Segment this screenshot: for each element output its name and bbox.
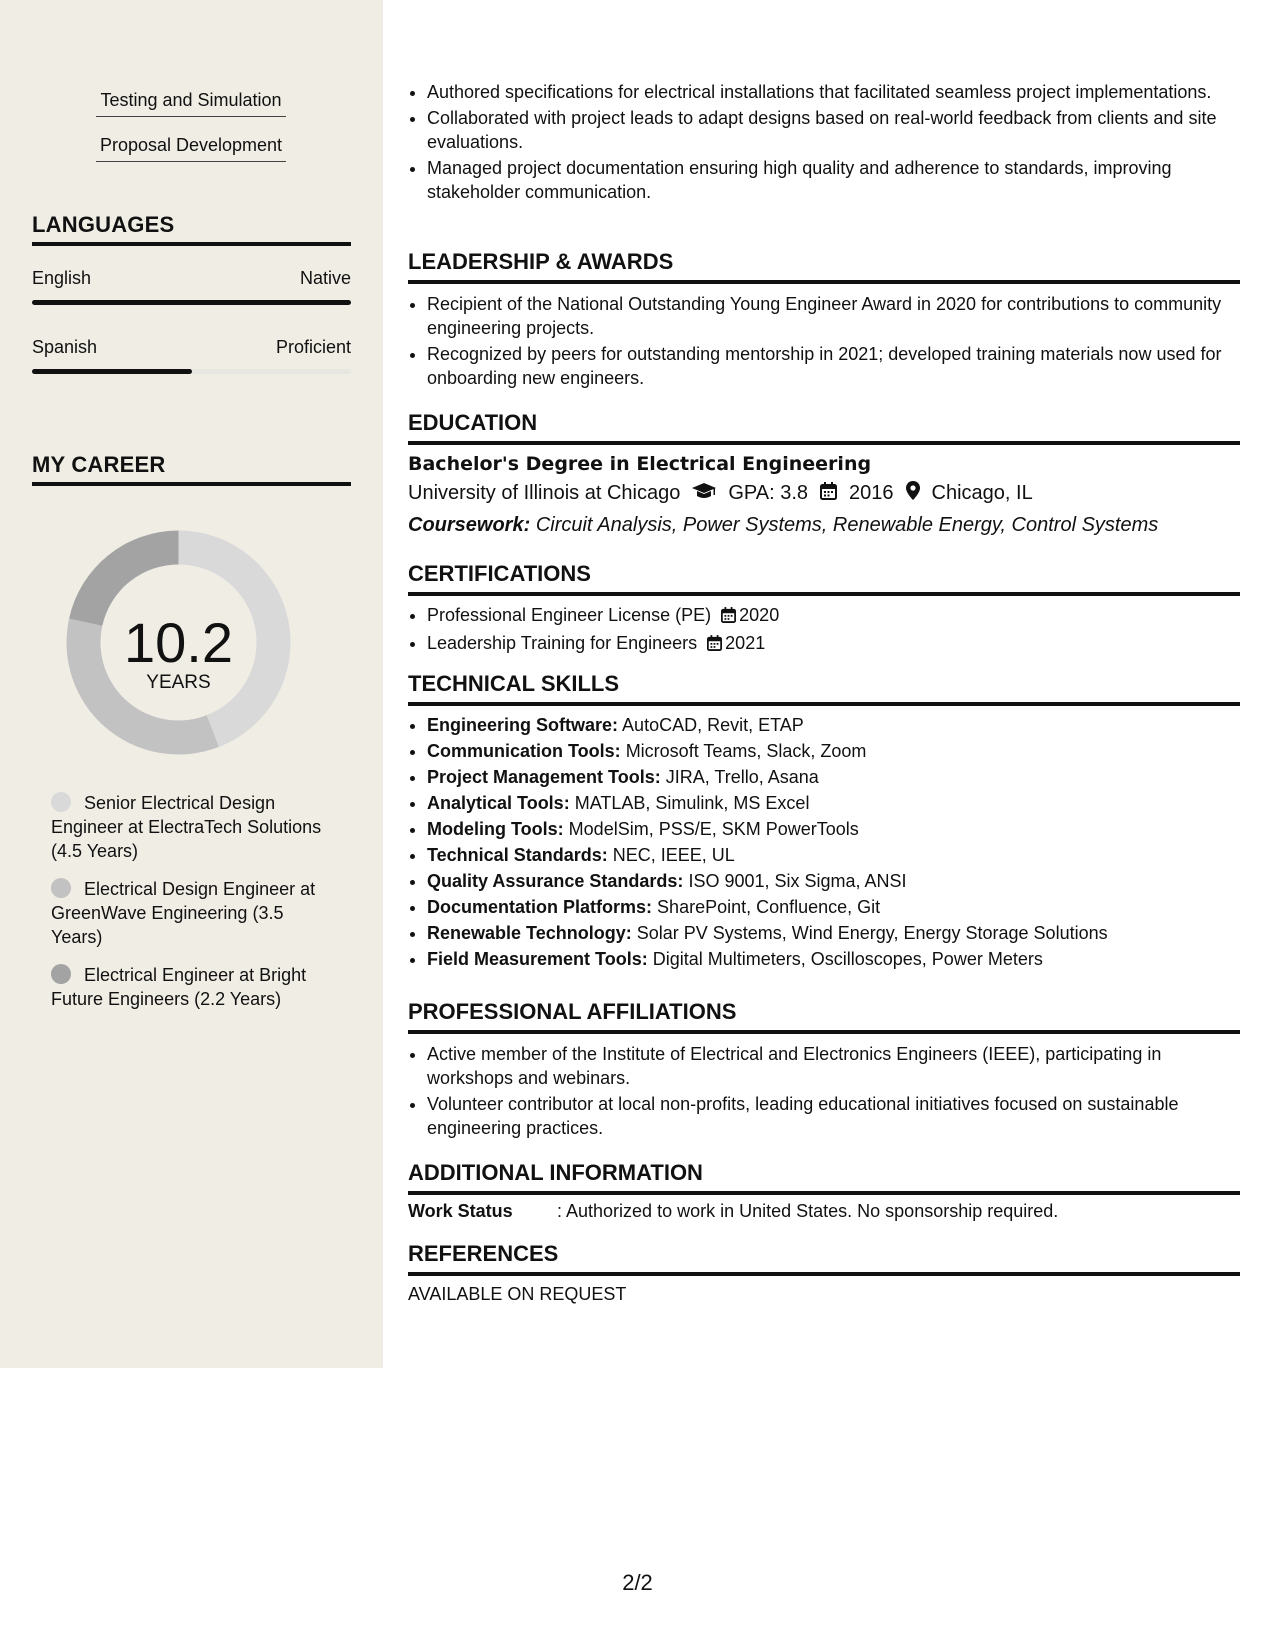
skill-item xyxy=(427,791,1227,815)
skill-item: Testing and Simulation xyxy=(96,88,286,117)
calendar-icon xyxy=(721,605,736,629)
section-heading-leadership: LEADERSHIP & AWARDS xyxy=(408,249,1240,284)
certifications-list xyxy=(408,603,1227,659)
skill-label: Documentation Platforms: xyxy=(427,897,653,917)
language-name: English xyxy=(32,268,92,288)
language-proficiency-fill xyxy=(32,369,192,374)
education-meta xyxy=(408,481,1033,506)
section-heading-education: EDUCATION xyxy=(408,410,1240,445)
skill-value: MATLAB, Simulink, MS Excel xyxy=(574,793,810,813)
language-level: Native xyxy=(299,268,351,288)
career-total-unit: YEARS xyxy=(146,672,211,693)
language-proficiency-fill xyxy=(32,300,351,305)
list-item: • Active member of the Institute of Electrical and Electronics Engineers (IEEE), participating in workshops and webinars. xyxy=(427,1042,1227,1090)
skill-item xyxy=(427,817,1227,841)
skill-item xyxy=(427,895,1227,919)
work-status-label: Work Status xyxy=(408,1201,513,1221)
career-item-label: Electrical Engineer at Bright Future Engineers (2.2 Years) xyxy=(51,965,307,1009)
leadership-list xyxy=(408,292,1227,392)
coursework-label: Coursework: xyxy=(408,514,531,536)
skill-label: Renewable Technology: xyxy=(427,923,632,943)
languages-heading: LANGUAGES xyxy=(32,212,175,237)
career-item-label: Electrical Design Engineer at GreenWave Engineering (3.5 Years) xyxy=(51,879,316,947)
skill-item xyxy=(427,765,1227,789)
skill-label: Engineering Software: xyxy=(427,715,619,735)
skill-label: Technical Standards: xyxy=(427,845,608,865)
certification-year: 2020 xyxy=(739,605,780,625)
language-proficiency-bar xyxy=(32,369,351,374)
skill-value: NEC, IEEE, UL xyxy=(612,845,735,865)
degree-title: Bachelor's Degree in Electrical Engineering xyxy=(408,453,872,475)
legend-dot xyxy=(51,792,71,812)
section-heading-additional-info: ADDITIONAL INFORMATION xyxy=(408,1160,1240,1195)
language-name: Spanish xyxy=(32,337,98,357)
list-item: • Collaborated with project leads to adapt designs based on real-world feedback from clients and site evaluations. xyxy=(427,106,1227,154)
section-heading-technical-skills: TECHNICAL SKILLS xyxy=(408,671,1240,706)
skill-label: Quality Assurance Standards: xyxy=(427,871,684,891)
career-rule xyxy=(32,482,351,486)
calendar-icon xyxy=(820,482,837,506)
career-donut-chart xyxy=(66,530,291,755)
language-proficiency-bar xyxy=(32,300,351,305)
skill-value: JIRA, Trello, Asana xyxy=(665,767,819,787)
skill-item xyxy=(427,921,1227,945)
school-name: University of Illinois at Chicago xyxy=(408,482,681,504)
career-item xyxy=(51,963,331,1011)
section-heading-affiliations: PROFESSIONAL AFFILIATIONS xyxy=(408,999,1240,1034)
career-item xyxy=(51,877,331,949)
sidebar xyxy=(0,0,383,1368)
coursework-list: Circuit Analysis, Power Systems, Renewable Energy, Control Systems xyxy=(535,514,1159,536)
technical-skills-list xyxy=(408,713,1227,973)
education-location: Chicago, IL xyxy=(931,482,1033,504)
graduation-year: 2016 xyxy=(849,482,894,504)
calendar-icon xyxy=(707,633,722,657)
career-item-label: Senior Electrical Design Engineer at ElectraTech Solutions (4.5 Years) xyxy=(51,793,322,861)
skill-value: ModelSim, PSS/E, SKM PowerTools xyxy=(568,819,859,839)
experience-bullets xyxy=(408,80,1227,206)
certification-name: Professional Engineer License (PE) xyxy=(427,605,712,625)
list-item: • Managed project documentation ensuring high quality and adherence to standards, improving stakeholder communication. xyxy=(427,156,1227,204)
coursework xyxy=(408,514,1158,537)
references-text: AVAILABLE ON REQUEST xyxy=(408,1284,627,1304)
skill-item xyxy=(427,869,1227,893)
work-status-value: : Authorized to work in United States. No sponsorship required. xyxy=(557,1201,1059,1221)
legend-dot xyxy=(51,964,71,984)
language-row xyxy=(32,268,351,289)
skill-value: Solar PV Systems, Wind Energy, Energy Storage Solutions xyxy=(636,923,1108,943)
work-status-row xyxy=(408,1201,1058,1222)
gpa: GPA: 3.8 xyxy=(728,482,809,504)
affiliations-list xyxy=(408,1042,1227,1142)
page-number: 2/2 xyxy=(622,1570,653,1595)
location-pin-icon xyxy=(906,481,920,506)
certification-name: Leadership Training for Engineers xyxy=(427,633,698,653)
skill-item xyxy=(427,947,1227,971)
section-heading-references: REFERENCES xyxy=(408,1241,1240,1276)
skill-label: Project Management Tools: xyxy=(427,767,661,787)
career-total-value: 10.2 xyxy=(124,611,233,674)
graduation-cap-icon xyxy=(692,482,716,506)
list-item: • Recipient of the National Outstanding Young Engineer Award in 2020 for contributions to community engineering projects. xyxy=(427,292,1227,340)
skill-label: Modeling Tools: xyxy=(427,819,564,839)
skill-value: Microsoft Teams, Slack, Zoom xyxy=(625,741,867,761)
skill-item xyxy=(427,713,1227,737)
skill-value: AutoCAD, Revit, ETAP xyxy=(622,715,804,735)
skill-label: Field Measurement Tools: xyxy=(427,949,648,969)
skill-item: Proposal Development xyxy=(96,133,286,162)
certification-item xyxy=(427,631,1227,657)
skill-value: SharePoint, Confluence, Git xyxy=(657,897,881,917)
skill-value: ISO 9001, Six Sigma, ANSI xyxy=(688,871,907,891)
skill-item xyxy=(427,843,1227,867)
skill-item xyxy=(427,739,1227,763)
list-item: • Recognized by peers for outstanding mentorship in 2021; developed training materials now used for onboarding new engineers. xyxy=(427,342,1227,390)
languages-rule xyxy=(32,242,351,246)
certification-item xyxy=(427,603,1227,629)
language-row xyxy=(32,337,351,358)
language-level: Proficient xyxy=(275,337,351,357)
skill-label: Communication Tools: xyxy=(427,741,621,761)
career-item xyxy=(51,791,331,863)
legend-dot xyxy=(51,878,71,898)
certification-year: 2021 xyxy=(725,633,766,653)
skill-value: Digital Multimeters, Oscilloscopes, Power Meters xyxy=(652,949,1043,969)
list-item: • Volunteer contributor at local non-profits, leading educational initiatives focused on sustainable engineering practices. xyxy=(427,1092,1227,1140)
list-item: • Authored specifications for electrical installations that facilitated seamless project implementations. xyxy=(427,80,1227,104)
career-heading: MY CAREER xyxy=(32,452,166,477)
skill-label: Analytical Tools: xyxy=(427,793,570,813)
section-heading-certifications: CERTIFICATIONS xyxy=(408,561,1240,596)
